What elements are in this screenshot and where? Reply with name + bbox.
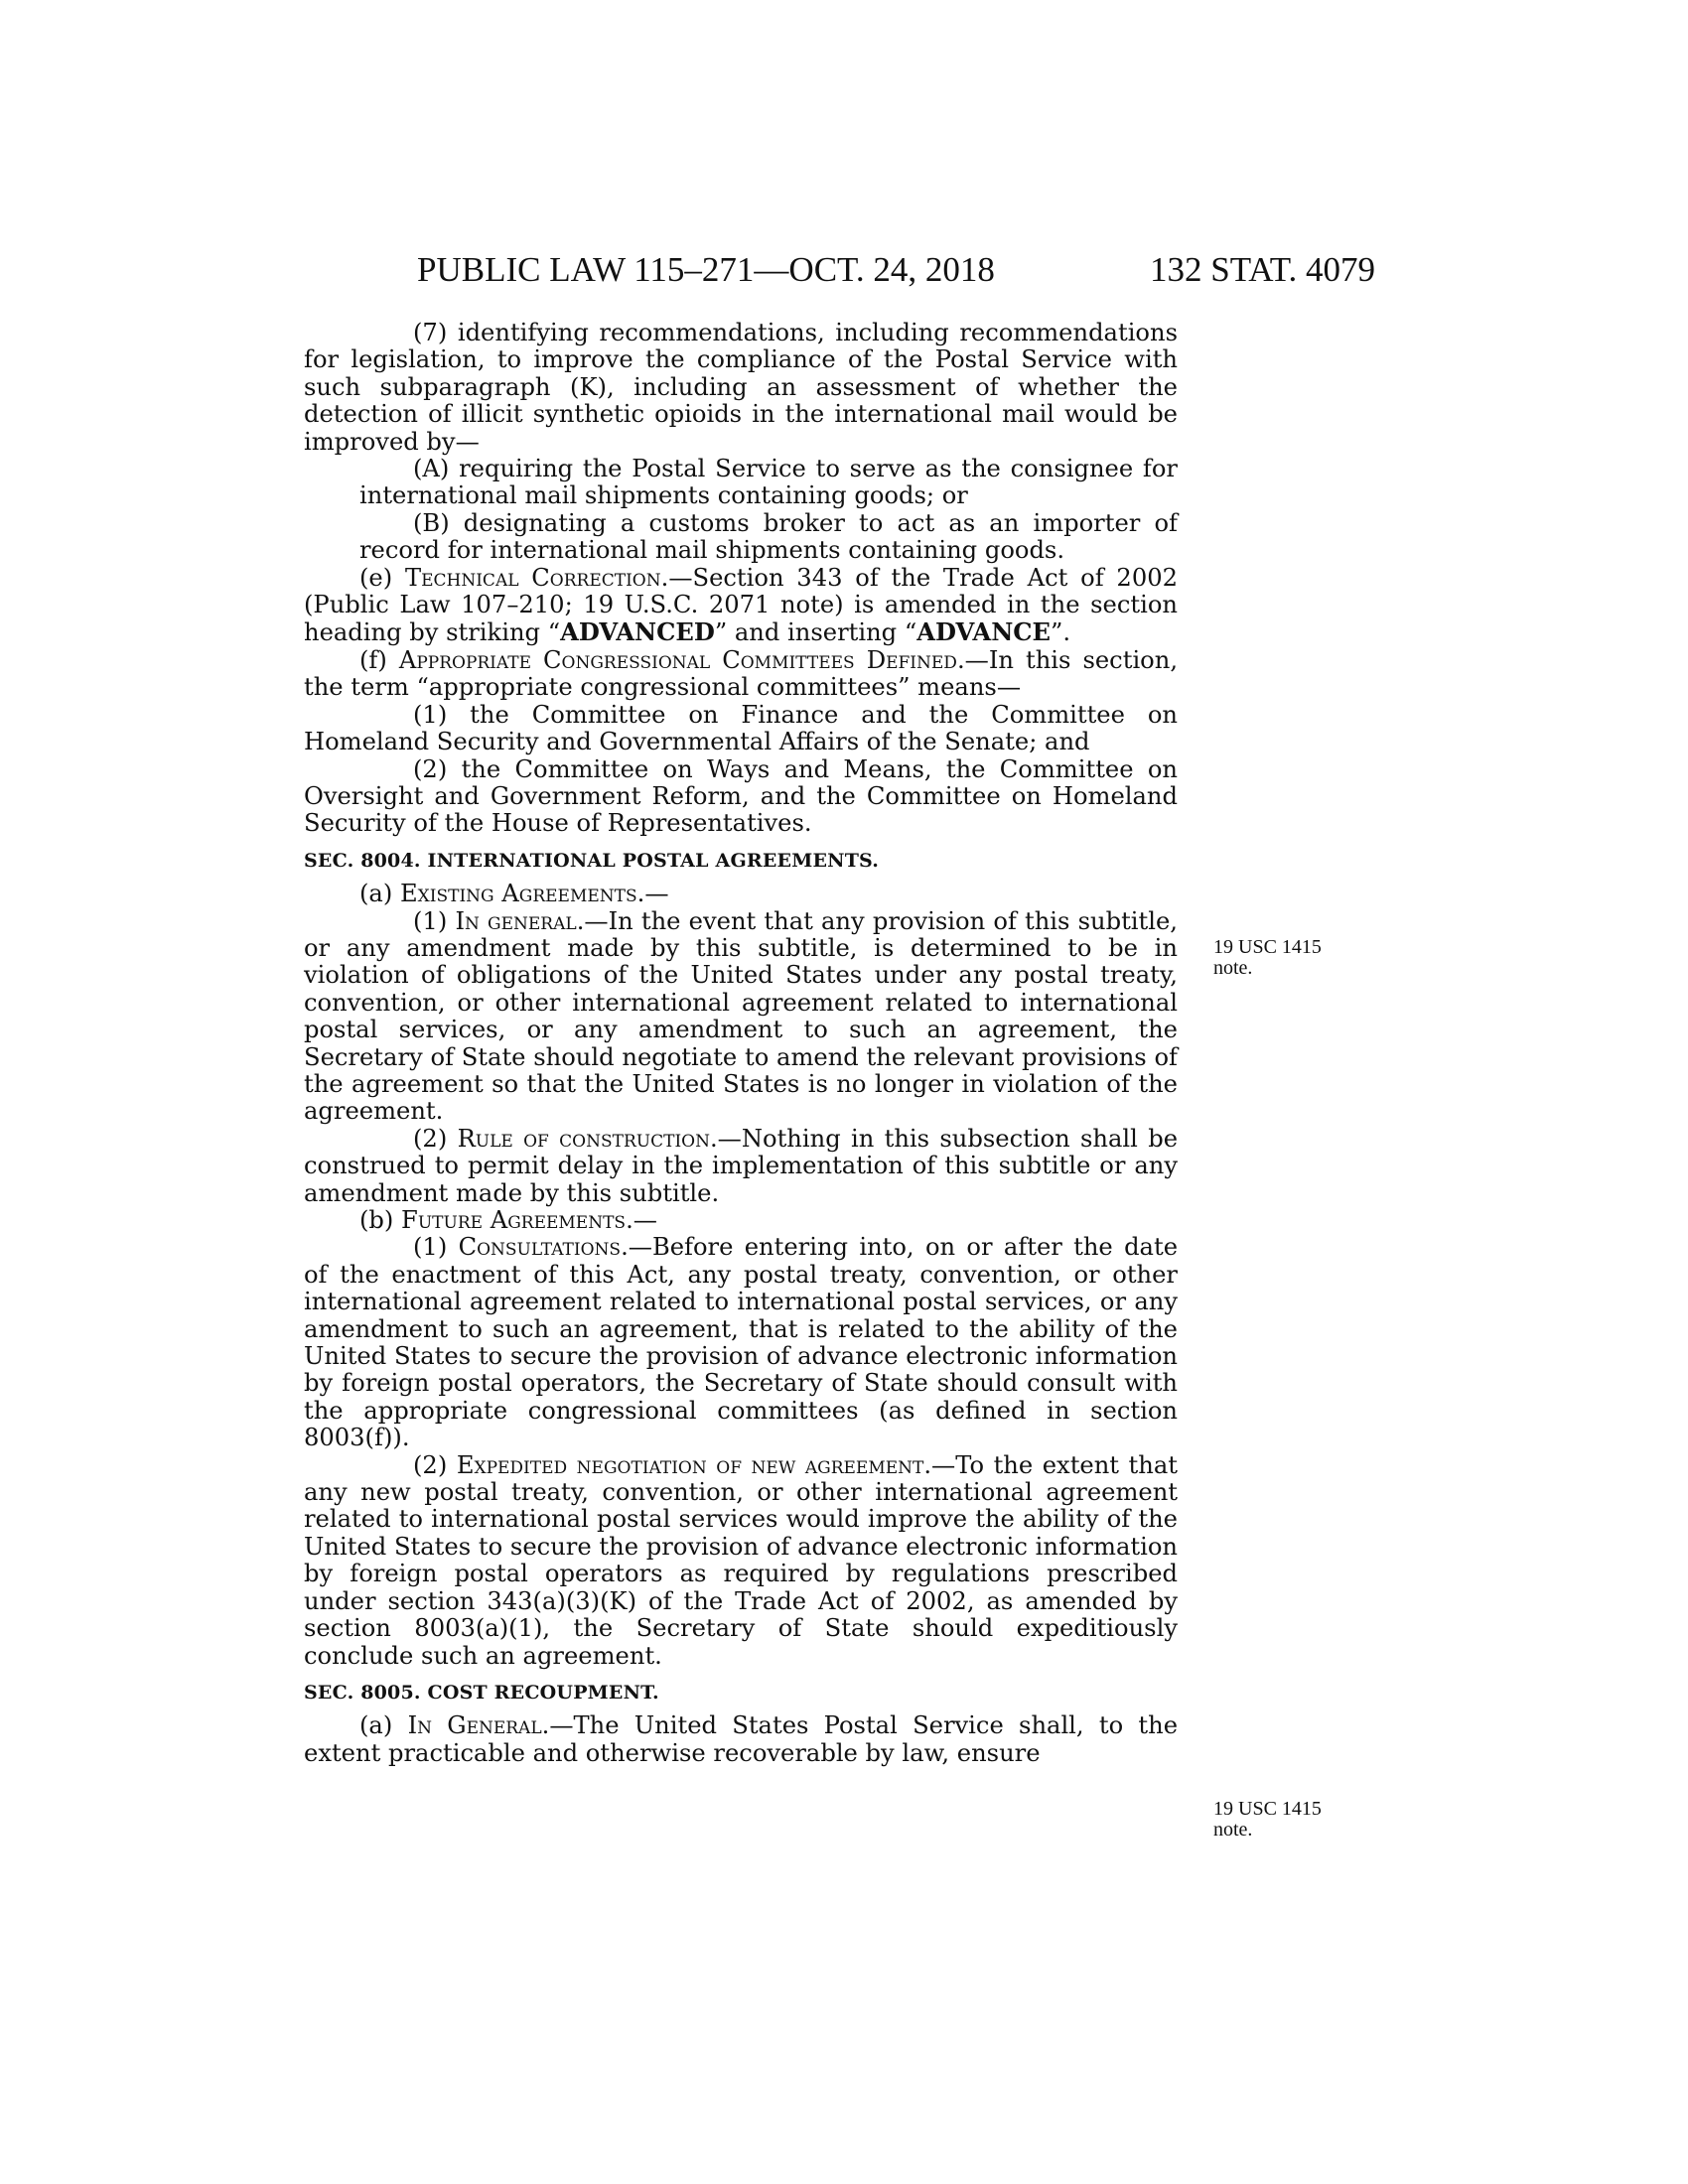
document-body [304,320,1178,1767]
section-8004-title: SEC. 8004. INTERNATIONAL POSTAL AGREEMENTS. [304,849,880,872]
section-8004-b-1-heading: Consultations [458,1233,622,1262]
paragraph-f-2: (2) the Committee on Ways and Means, the Committee on Oversight and Government Reform, and the Committee on Homeland Security of the House of Representatives. [304,754,1178,838]
subsection-f-lead: (f) [359,645,399,674]
subsection-e [304,565,1178,647]
section-8004-a-1-lead: (1) [413,906,456,935]
section-8004-b [304,1207,1178,1234]
statute-page-number: 132 STAT. 4079 [1150,250,1375,289]
page-header [417,250,1375,290]
section-8005-a [304,1712,1178,1767]
section-8004-a-2-heading: Rule of construction [457,1124,710,1153]
section-8004-b-1-text: .—Before entering into, on or after the date of the enactment of this Act, any postal treaty, convention, or other international agreement related to international postal services, or any amendment to such an agreement, that is related to the ability of the United States to secure the provision of advance electronic information by foreign postal operators, the Secretary of State should consult with the appropriate congressional committees (as defined in section 8003(f)). [304,1233,1179,1452]
paragraph-7-a: (A) requiring the Postal Service to serve as the consignee for international mail shipments containing goods; or [359,455,1178,510]
section-8004-b-2-text: .—To the extent that any new postal treaty, convention, or other international agreement related to international postal services would improve the ability of the United States to secure the provision of advance electronic information by foreign postal operators as required by regulations prescribed under section 343(a)(3)(K) of the Trade Act of 2002, as amended by section 8003(a)(1), the Secretary of State should expeditiously conclude such an agreement. [304,1450,1178,1670]
section-8004-a-lead: (a) [359,880,400,908]
paragraph-f-1: (1) the Committee on Finance and the Committee on Homeland Security and Governmental Affairs of the Senate; and [304,700,1178,756]
subsection-f [304,647,1178,702]
section-8005-title: SEC. 8005. COST RECOUPMENT. [304,1681,659,1704]
section-8004-a-1 [304,908,1178,1126]
section-8004-b-1 [304,1234,1178,1451]
section-8004-b-1-lead: (1) [413,1233,459,1262]
subsection-e-lead: (e) [359,563,405,592]
section-8005-a-heading: In General [407,1711,542,1740]
section-8005-a-text: .—The United States Postal Service shall, to the extent practicable and otherwise recoverable by law, ensure [304,1711,1179,1767]
subsection-f-text: .—In this section, the term “appropriate congressional committees” means— [304,645,1179,702]
section-8004-b-2-heading: Expedited negotiation of new agreement [456,1450,924,1479]
section-8004-a-2-text: .—Nothing in this subsection shall be construed to permit delay in the implementation of this subtitle or any amendment made by this subtitle. [304,1124,1179,1207]
section-8004-a-2-lead: (2) [413,1124,458,1153]
law-citation: PUBLIC LAW 115–271—OCT. 24, 2018 [417,250,995,289]
section-8004-b-heading: Future Agreements [401,1206,627,1234]
section-8004-a-1-text: .—In the event that any provision of this subtitle, or any amendment made by this subtitle, is determined to be in violation of obligations of the United States under any postal treaty, convention, or other international agreement related to international postal services, or any amendment to such an agreement, the Secretary of State should negotiate to amend the relevant provisions of the agreement so that the United States is no longer in violation of the agreement. [304,906,1179,1126]
struck-term: ADVANCED [560,617,715,647]
section-8004-a-1-heading: In general [455,906,577,935]
margin-note-8005: 19 USC 1415 note. [1213,1798,1322,1841]
section-8004-b-2 [304,1452,1178,1670]
section-8004-a [304,881,1178,907]
section-8004-b-2-lead: (2) [413,1450,457,1479]
margin-note-8004: 19 USC 1415 note. [1213,936,1322,979]
paragraph-7: (7) identifying recommendations, including recommendations for legislation, to improve the compliance of the Postal Service with such subparagraph (K), including an assessment of whether the detection of illicit synthetic opioids in the international mail would be improved by— [304,319,1178,456]
subsection-e-text-2: ” and inserting “ [714,618,917,647]
section-8004-a-text: .— [636,880,669,908]
section-8004-b-text: .— [626,1206,657,1234]
subsection-e-heading: Technical Correction [404,563,661,592]
inserted-term: ADVANCE [916,617,1051,647]
paragraph-7-b: (B) designating a customs broker to act as an importer of record for international mail shipments containing goods. [359,508,1178,565]
section-8005-a-lead: (a) [359,1711,408,1740]
section-8004-a-2 [304,1126,1178,1207]
subsection-f-heading: Appropriate Congressional Committees Defined [398,645,957,674]
section-8004-b-lead: (b) [359,1206,402,1234]
subsection-e-text-3: ”. [1051,618,1071,647]
subsection-e-text-1: .—Section 343 of the Trade Act of 2002 (Public Law 107–210; 19 U.S.C. 2071 note) is amended in the section heading by striking “ [304,563,1178,647]
section-8004-a-heading: Existing Agreements [399,880,637,908]
